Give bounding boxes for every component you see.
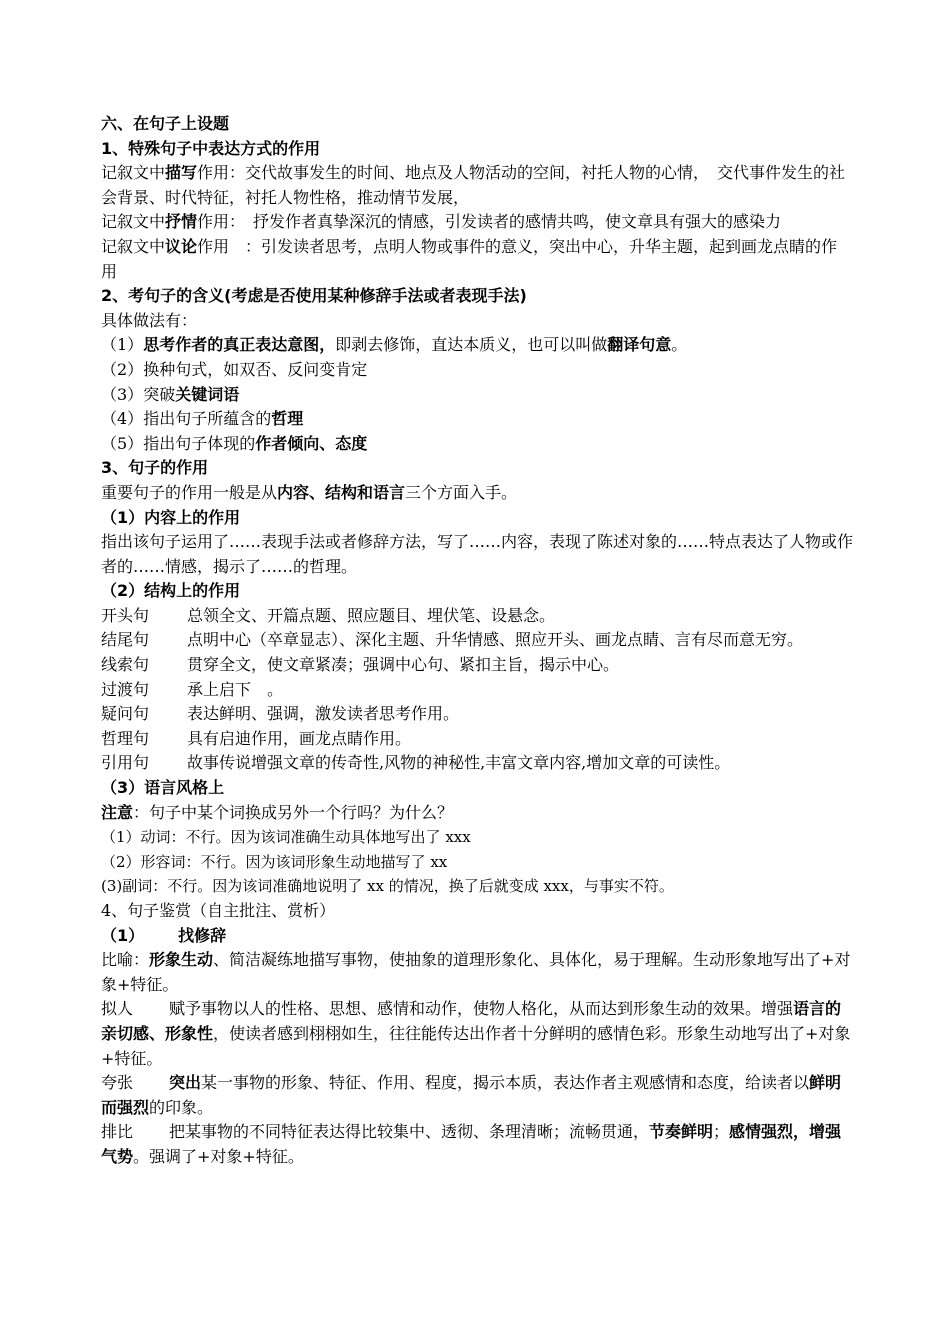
para-niren [101,997,853,1071]
text: 、简洁凝练地描写事物，使抽象的道理形象化、具体化，易于理解。生动形象地写出了+对象+特征。 [101,950,851,994]
bold-term: 翻译句意 [607,335,672,355]
bold-term: 哲理 [271,409,304,429]
bold-term: 感情强烈，增强气势 [101,1122,842,1166]
para-biyu [101,948,853,997]
row-text: 具有启迪作用，画龙点睛作用。 [187,728,412,748]
bold-term: 形象生动 [149,950,214,970]
note-label: 注意 [101,802,134,822]
list-item [101,383,853,408]
text: 指出句子体现的 [143,433,256,453]
bold-term: 突出 [169,1073,202,1093]
heading-sentence-meaning: 2、考句子的含义(考虑是否使用某种修辞手法或者表现手法) [101,286,527,306]
row-term: 疑问句 [101,704,150,724]
text: 把某事物的不同特征表达得比较集中、透彻、条理清晰；流畅贯通， [169,1122,650,1142]
intro-text: 具体做法有： [101,310,198,330]
row-text: 故事传说增强文章的传奇性,风物的神秘性,丰富文章内容,增加文章的可读性。 [187,753,731,773]
subheading-structure: （2）结构上的作用 [101,581,241,601]
heading-sentence-appreciation: 4、句子鉴赏（自主批注、赏析） [101,901,336,920]
bold-term: 思考作者的真正表达意图， [143,335,336,355]
row-text: 表达鲜明、强调，激发读者思考作用。 [187,704,460,724]
bold-term: 语言的亲切感、形象性 [101,999,842,1043]
document-page [101,112,853,1170]
structure-row [101,702,853,727]
list-item: （1）动词：不行。因为该词准确生动具体地写出了 xxx [101,828,471,847]
row-term: 夸张 [101,1073,134,1093]
text: 某一事物的形象、特征、作用、程度，揭示本质，表达作者主观感情和态度，给读者以 [201,1073,810,1093]
para-miaoxie [101,161,853,210]
intro-text [101,481,853,506]
text: 作用：交代故事发生的时间、地点及人物活动的空间，衬托人物的心情， 交代事件发生的社会背景、时代特征，衬托人物性格，推动情节发展， [101,163,846,207]
item-number: （5） [101,433,144,453]
text: 的印象。 [149,1097,214,1117]
list-item [101,333,853,358]
list-item [101,432,853,457]
heading-expression-methods: 1、特殊句子中表达方式的作用 [101,138,321,158]
text: 作用 ：引发读者思考，点明人物或事件的意义，突出中心，升华主题，起到画龙点睛的作用 [101,236,838,281]
row-term: 哲理句 [101,728,150,748]
text: ； [713,1122,730,1142]
text: 重要句子的作用一般是从 [101,482,278,502]
heading-sentence-function: 3、句子的作用 [101,458,209,478]
bold-term: 节奏鲜明 [649,1122,714,1142]
item-number: （2） [101,359,144,379]
list-item: （2）形容词：不行。因为该词形象生动地描写了 xx [101,852,448,871]
text: 三个方面入手。 [405,482,518,502]
list-item [101,358,853,383]
row-text: 贯穿全文，使文章紧凑；强调中心句、紧扣主旨，揭示中心。 [187,655,620,675]
subheading-language: （3）语言风格上 [101,778,225,798]
structure-row [101,751,853,776]
bold-term: 抒情 [165,212,198,232]
structure-row [101,628,853,653]
note-line [101,801,853,826]
row-text: 点明中心（卒章显志）、深化主题、升华情感、照应开头、画龙点睛、言有尽而意无穷。 [187,630,804,650]
item-number: （1） [101,335,144,355]
item-number: （4） [101,409,144,429]
text: ，使读者感到栩栩如生，往往能传达出作者十分鲜明的感情色彩。形象生动地写出了+对象+特征。 [101,1023,851,1068]
text: 换种句式，如双否、反问变肯定 [143,359,368,379]
text: 找修辞 [178,925,227,945]
item-number: （1） [101,925,145,945]
row-term: 引用句 [101,753,150,773]
bold-term: 描写 [165,163,198,183]
text: 。强调了+对象+特征。 [133,1146,304,1166]
bold-term: 鲜明而强烈 [101,1073,842,1117]
bold-term: 作者倾向、态度 [255,433,368,453]
structure-row [101,604,853,629]
row-text: 总领全文、开篇点题、照应题目、埋伏笔、设悬念。 [187,605,556,625]
para-yilun [101,235,853,284]
text: 。 [671,335,688,355]
row-term: 结尾句 [101,630,150,650]
row-term: 拟人 [101,999,134,1019]
row-term: 线索句 [101,655,150,675]
text: 记叙文中 [101,236,166,256]
text: 赋予事物以人的性格、思想、感情和动作，使物人格化，从而达到形象生动的效果。增强 [169,999,794,1019]
bold-term: 议论 [165,236,198,256]
item-number: （3） [101,384,144,404]
row-term: 排比 [101,1122,134,1142]
text: 作用： 抒发作者真挚深沉的情感，引发读者的感情共鸣，使文章具有强大的感染力 [197,212,782,232]
structure-row [101,678,853,703]
subheading-rhetoric [101,924,853,949]
text: 指出句子所蕴含的 [143,409,272,429]
bold-term: 关键词语 [175,384,240,404]
subheading-content: （1）内容上的作用 [101,507,241,527]
para-content: 指出该句子运用了……表现手法或者修辞方法，写了……内容，表现了陈述对象的……特点表达了人物或作者的……情感，揭示了……的哲理。 [101,532,854,576]
structure-row [101,653,853,678]
text: 记叙文中 [101,163,166,183]
para-shuqing [101,210,853,235]
para-paibi [101,1120,853,1169]
list-item: (3)副词：不行。因为该词准确地说明了 xx 的情况，换了后就变成 xxx，与事实不符。 [101,877,674,896]
row-term: 比喻： [101,950,150,970]
bold-term: 内容、结构和语言 [277,482,406,502]
structure-row [101,727,853,752]
list-item [101,407,853,432]
text: 即剥去修饰，直达本质义，也可以叫做 [335,335,608,355]
row-term: 开头句 [101,605,150,625]
row-text: 承上启下 。 [187,679,284,699]
note-text: ：句子中某个词换成另外一个行吗？为什么？ [133,802,454,822]
section-title: 六、在句子上设题 [101,114,230,133]
row-term: 过渡句 [101,679,150,699]
text: 突破 [143,384,176,404]
text: 记叙文中 [101,212,166,232]
para-kuazhang [101,1071,853,1120]
